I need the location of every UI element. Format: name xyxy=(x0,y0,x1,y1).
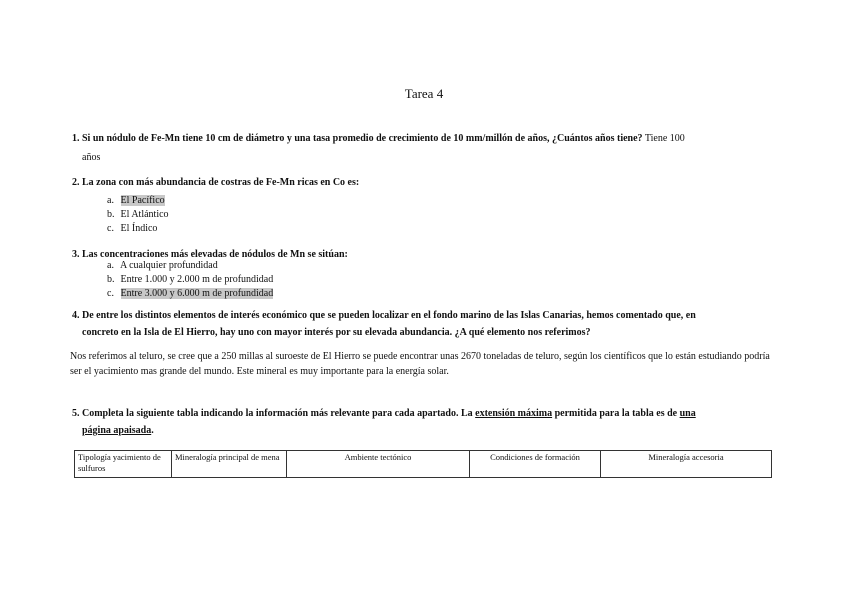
options-list xyxy=(107,194,169,236)
question-4 xyxy=(72,307,772,341)
question-5: 5. Completa la siguiente tabla indicando la información más relevante para cada apartado. La extensión máxima permitida para la tabla es de una página apaisada. xyxy=(72,408,696,436)
table-header-row xyxy=(75,451,772,478)
answer-paragraph: Nos referimos al teluro, se cree que a 250 millas al suroeste de El Hierro se puede encontrar unas 2670 toneladas de teluro, según los científicos que lo están estudiando podría ser el yacimiento mas grande del mundo. Este mineral es muy importante para la energía solar. xyxy=(70,351,770,377)
question-text: Si un nódulo de Fe-Mn tiene 10 cm de diámetro y una tasa promedio de crecimiento de 10 mm/millón de años, ¿Cuántos años tiene? xyxy=(82,133,643,144)
table-header-cell: Condiciones de formación xyxy=(470,451,601,478)
option-c[interactable]: c. El Índico xyxy=(107,223,158,234)
answer-text: Tiene 100 xyxy=(644,133,685,144)
question-2 xyxy=(72,174,359,191)
question-emphasis: una xyxy=(679,408,696,419)
question-number: 5. xyxy=(72,408,80,419)
question-emphasis: extensión máxima xyxy=(475,408,553,419)
option-text: El Índico xyxy=(120,223,158,234)
question-text: La zona con más abundancia de costras de Fe-Mn ricas en Co es: xyxy=(82,177,360,188)
option-c[interactable]: c. Entre 3.000 y 6.000 m de profundidad xyxy=(107,288,274,299)
question-number: 1. xyxy=(72,133,80,144)
option-a[interactable]: a. A cualquier profundidad xyxy=(107,260,218,271)
option-text: Entre 1.000 y 2.000 m de profundidad xyxy=(120,274,274,285)
table-header-cell: Mineralogía accesoria xyxy=(601,451,772,478)
question-text: permitida para la tabla es de xyxy=(554,408,678,419)
option-a[interactable]: a. El Pacífico xyxy=(107,195,165,206)
answer-text-cont: años xyxy=(82,152,101,163)
table-header-cell: Tipología yacimiento de sulfuros xyxy=(75,451,172,478)
question-emphasis: página apaisada xyxy=(82,425,152,436)
option-text: El Atlántico xyxy=(120,209,169,220)
options-list xyxy=(107,259,273,301)
option-b[interactable]: b. Entre 1.000 y 2.000 m de profundidad xyxy=(107,274,274,285)
deposits-table xyxy=(74,450,772,478)
table-header-cell: Ambiente tectónico xyxy=(287,451,470,478)
question-text: Las concentraciones más elevadas de nódulos de Mn se sitúan: xyxy=(82,249,348,260)
option-b[interactable]: b. El Atlántico xyxy=(107,209,169,220)
option-text: Entre 3.000 y 6.000 m de profundidad xyxy=(120,288,274,299)
option-text: A cualquier profundidad xyxy=(119,260,218,271)
question-number: 4. xyxy=(72,310,80,321)
question-text: De entre los distintos elementos de interés económico que se pueden localizar en el fondo marino de las Islas Canarias, hemos comentado que, en xyxy=(82,310,696,321)
question-1 xyxy=(72,130,772,166)
page-title: Tarea 4 xyxy=(404,86,444,101)
question-number: 3. xyxy=(72,249,80,260)
table-header-cell: Mineralogía principal de mena xyxy=(172,451,287,478)
option-text: El Pacífico xyxy=(120,195,165,206)
question-text: Completa la siguiente tabla indicando la información más relevante para cada apartado. La xyxy=(82,408,473,419)
question-text-cont: concreto en la Isla de El Hierro, hay uno con mayor interés por su elevada abundancia. ¿A qué elemento nos referimos? xyxy=(82,327,591,338)
question-number: 2. xyxy=(72,177,80,188)
